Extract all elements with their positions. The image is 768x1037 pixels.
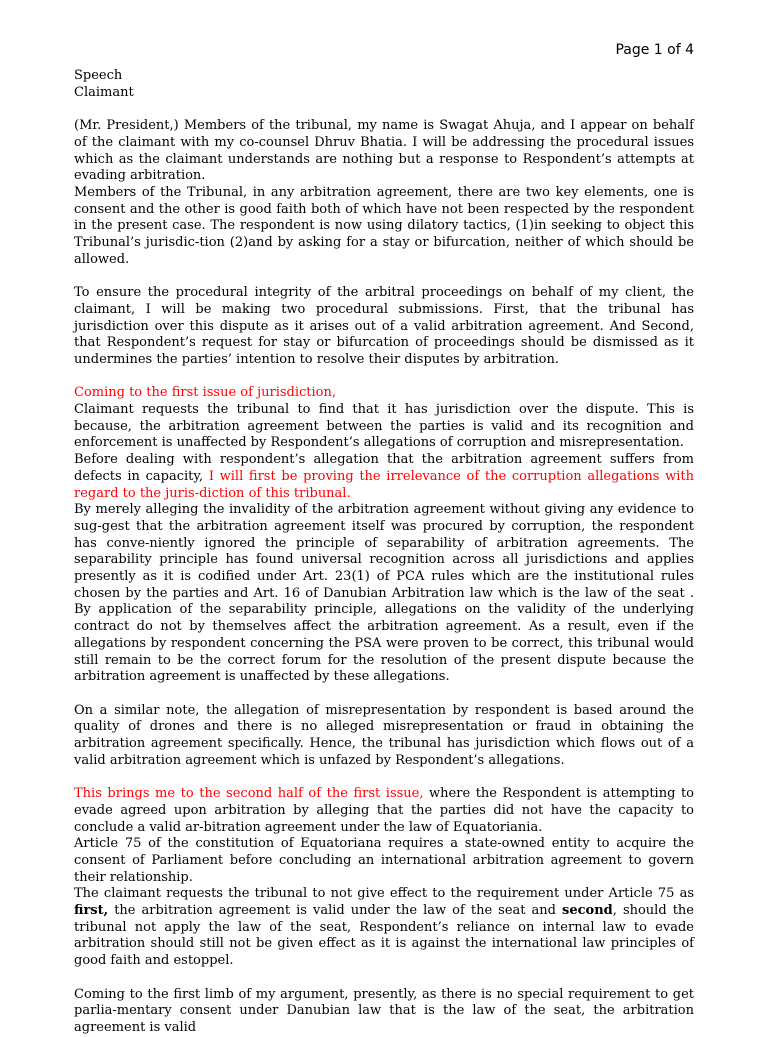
speech-body <box>74 68 694 1037</box>
separability-paragraph: By merely alleging the invalidity of the arbitration agreement without giving any evidence to sug-gest that the arbitration agreement itself was procured by corruption, the respondent has conve-niently ignored the principle of separability of arbitration agreements. The separability principle has found universal recognition across all jurisdictions and applies presently as it is codified under Art. 23(1) of PCA rules which are the institutional rules chosen by the parties and Art. 16 of Danubian Arbitration law which is the law of the seat . By application of the separability principle, allegations on the validity of the underlying contract do not by themselves affect the arbitration agreement. As a result, even if the allegations by respondent concerning the PSA were proven to be correct, this tribunal would still remain to be the correct forum for the resolution of the present dispute because the arbitration agreement is unaffected by these allegations. <box>74 502 694 685</box>
request-text-c: , should the tribunal not apply the law of the seat, Respondent’s reliance on internal law to evade arbitration should still not be given effect as it is against the international law principles of good faith and estoppel. <box>74 903 694 969</box>
first-issue-heading: Coming to the first issue of jurisdiction, <box>74 385 336 401</box>
capacity-defects-paragraph <box>74 452 694 502</box>
page-number: Page 1 of 4 <box>615 42 694 58</box>
speaker-role: Claimant <box>74 84 134 100</box>
request-text-b: the arbitration agreement is valid under the law of the seat and <box>108 903 563 919</box>
second-half-text: where the Respondent is attempting to evade agreed upon arbitration by alleging that the parties did not have the capacity to conclude a valid ar-bitration agreement under the law of Equatoriania. <box>74 786 694 835</box>
second-half-highlight: This brings me to the second half of the first issue, <box>74 786 424 802</box>
second-half-paragraph <box>74 786 694 836</box>
key-elements-paragraph: Members of the Tribunal, in any arbitration agreement, there are two key elements, one is consent and the other is good faith both of which have not been respected by the respondent in the present case. The respondent is now using dilatory tactics, (1)in seeking to object this Tribunal’s jurisdic-tion (2)and by asking for a stay or bifurcation, neither of which should be allowed. <box>74 184 694 267</box>
capacity-defects-text: Before dealing with respondent’s allegation that the arbitration agreement suffers from defects in capacity, <box>74 452 694 484</box>
first-emphasis: first, <box>74 903 109 919</box>
request-text-a: The claimant requests the tribunal to not give effect to the requirement under Article 75 as <box>74 886 694 902</box>
speech-title: Speech <box>74 68 123 83</box>
procedural-integrity-paragraph: To ensure the procedural integrity of the arbitral proceedings on behalf of my client, the claimant, I will be making two procedural submissions. First, that the tribunal has jurisdiction over this dispute as it arises out of a valid arbitration agreement. And Second, that Respondent’s request for stay or bifurcation of proceedings should be dismissed as it undermines the parties’ intention to resolve their disputes by arbitration. <box>74 285 694 367</box>
intro-paragraph: (Mr. President,) Members of the tribunal, my name is Swagat Ahuja, and I appear on behalf of the claimant with my co-counsel Dhruv Bhatia. I will be addressing the procedural issues which as the claimant understands are nothing but a response to Respondent’s attempts at evading arbitration. <box>74 118 694 184</box>
corruption-irrelevance-highlight: I will first be proving the irrelevance of the corruption allegations with regard to the juris-diction of this tribunal. <box>74 468 695 501</box>
misrepresentation-paragraph: On a similar note, the allegation of misrepresentation by respondent is based around the quality of drones and there is no alleged misrepresentation or fraud in obtaining the arbitration agreement specifically. Hence, the tribunal has jurisdiction which flows out of a valid arbitration agreement which is unfazed by Respondent’s allegations. <box>74 702 694 768</box>
first-limb-paragraph: Coming to the first limb of my argument, presently, as there is no special requirement to get parlia-mentary consent under Danubian law that is the law of the seat, the arbitration agreement is valid <box>74 986 694 1035</box>
article-75-paragraph: Article 75 of the constitution of Equatoriana requires a state-owned entity to acquire the consent of Parliament before concluding an international arbitration agreement to govern their relationship. <box>74 836 694 885</box>
second-emphasis: second <box>562 903 613 919</box>
jurisdiction-request-paragraph: Claimant requests the tribunal to find that it has jurisdiction over the dispute. This is because, the arbitration agreement between the parties is valid and its recognition and enforcement is unaffected by Respondent’s allegations of corruption and misrepresentation. <box>74 402 694 451</box>
tribunal-request-paragraph <box>74 886 694 970</box>
